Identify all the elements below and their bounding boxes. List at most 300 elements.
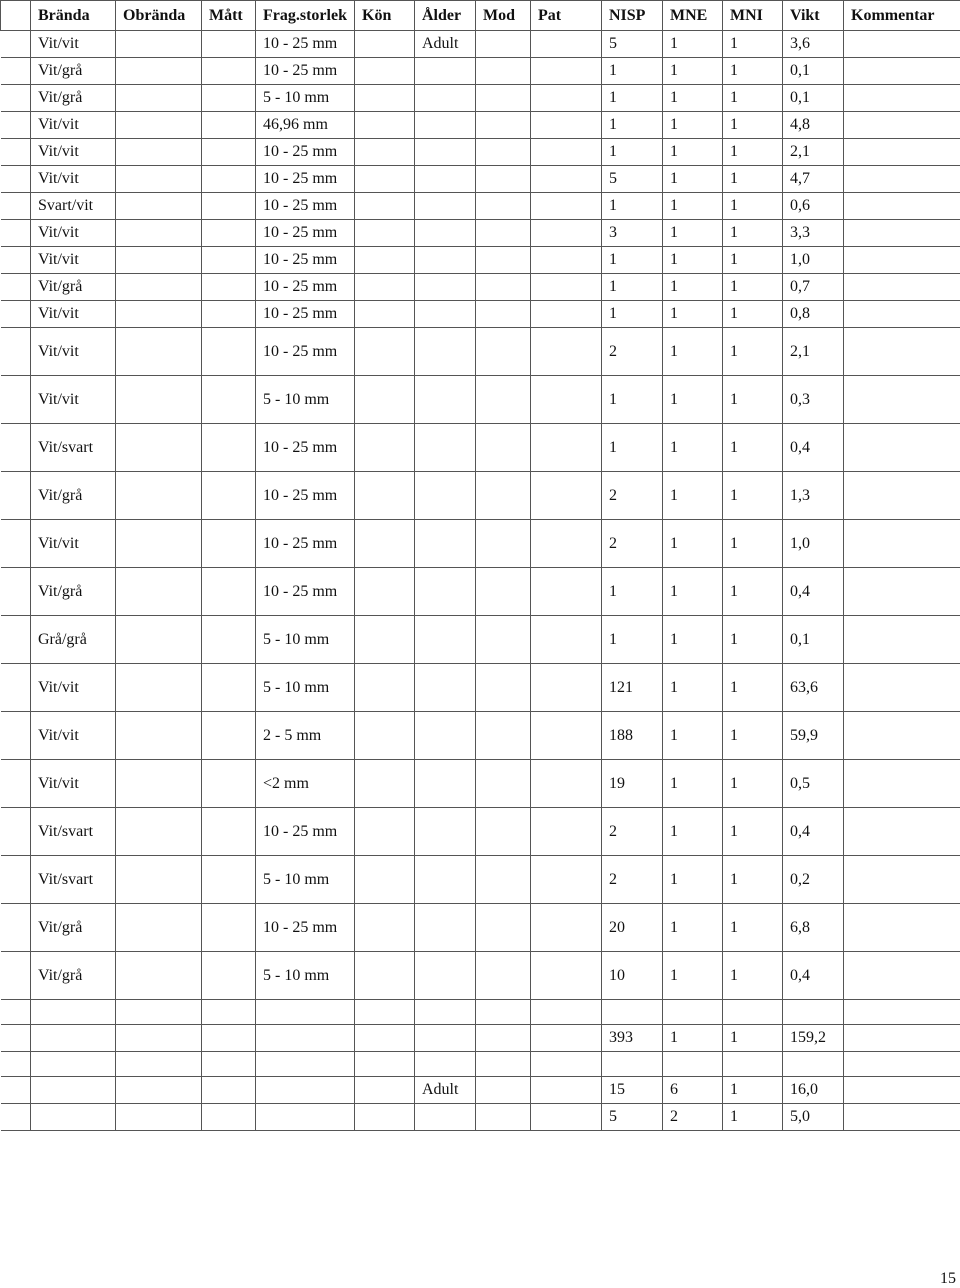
table-cell: 2 (602, 808, 663, 856)
table-cell: Vit/grå (31, 904, 116, 952)
table-cell (476, 760, 531, 808)
table-cell (116, 904, 202, 952)
table-cell (415, 1000, 476, 1025)
table-cell (202, 712, 256, 760)
table-cell (531, 274, 602, 301)
table-cell (415, 301, 476, 328)
table-cell: Vit/grå (31, 274, 116, 301)
table-cell: Vit/svart (31, 424, 116, 472)
table-cell (844, 139, 960, 166)
table-row (1, 139, 960, 166)
table-cell (723, 1052, 783, 1077)
table-cell: 10 - 25 mm (256, 166, 355, 193)
table-cell (844, 166, 960, 193)
table-cell (355, 376, 415, 424)
table-cell: 10 - 25 mm (256, 424, 355, 472)
table-cell: Adult (415, 1077, 476, 1104)
table-cell: 5,0 (783, 1104, 844, 1131)
table-cell (355, 904, 415, 952)
header-cell: Obrända (116, 1, 202, 31)
table-cell: Vit/grå (31, 952, 116, 1000)
table-cell: 10 - 25 mm (256, 568, 355, 616)
table-cell: 2 (602, 472, 663, 520)
table-cell (202, 328, 256, 376)
table-cell (116, 1077, 202, 1104)
table-cell (202, 616, 256, 664)
table-cell: 1 (663, 568, 723, 616)
table-cell (202, 808, 256, 856)
table-cell: Grå/grå (31, 616, 116, 664)
table-cell (355, 58, 415, 85)
table-cell: Vit/vit (31, 247, 116, 274)
table-cell: 0,1 (783, 85, 844, 112)
table-cell (1, 424, 31, 472)
table-cell (116, 376, 202, 424)
table-cell (355, 220, 415, 247)
table-cell (116, 520, 202, 568)
table-cell (844, 1104, 960, 1131)
table-cell (476, 712, 531, 760)
table-cell: 10 - 25 mm (256, 808, 355, 856)
table-cell (1, 904, 31, 952)
table-cell: Vit/vit (31, 112, 116, 139)
table-cell (844, 85, 960, 112)
table-cell (531, 520, 602, 568)
table-cell: 4,7 (783, 166, 844, 193)
table-cell: 0,1 (783, 58, 844, 85)
table-cell: 1 (723, 274, 783, 301)
table-cell: 5 - 10 mm (256, 952, 355, 1000)
table-cell (531, 1025, 602, 1052)
table-cell: 10 - 25 mm (256, 301, 355, 328)
table-cell: 1 (663, 376, 723, 424)
table-cell: 1 (663, 808, 723, 856)
table-row (1, 31, 960, 58)
table-cell (844, 808, 960, 856)
table-cell (663, 1052, 723, 1077)
table-cell (531, 616, 602, 664)
table-cell (202, 1077, 256, 1104)
table-cell (1, 247, 31, 274)
table-cell (531, 166, 602, 193)
table-row (1, 193, 960, 220)
table-cell (116, 328, 202, 376)
table-cell (844, 760, 960, 808)
table-cell (531, 904, 602, 952)
table-cell (531, 328, 602, 376)
table-cell: 1 (602, 376, 663, 424)
table-cell (116, 664, 202, 712)
table-cell: 6,8 (783, 904, 844, 952)
table-row (1, 1025, 960, 1052)
table-cell (1, 856, 31, 904)
table-cell (783, 1000, 844, 1025)
table-cell: Vit/svart (31, 856, 116, 904)
table-cell (844, 1052, 960, 1077)
header-cell: Kön (355, 1, 415, 31)
table-cell: 10 - 25 mm (256, 139, 355, 166)
table-cell: 1 (602, 301, 663, 328)
table-row (1, 472, 960, 520)
table-cell (531, 472, 602, 520)
table-cell (202, 85, 256, 112)
table-cell: 20 (602, 904, 663, 952)
table-cell (202, 472, 256, 520)
table-cell: 10 - 25 mm (256, 247, 355, 274)
table-cell (31, 1025, 116, 1052)
table-cell (844, 112, 960, 139)
table-cell (844, 520, 960, 568)
table-cell (355, 952, 415, 1000)
table-cell: Vit/vit (31, 712, 116, 760)
table-cell (844, 424, 960, 472)
table-cell (202, 760, 256, 808)
table-cell (1, 166, 31, 193)
table-cell: 1 (663, 112, 723, 139)
table-cell: 5 - 10 mm (256, 85, 355, 112)
table-cell (1, 664, 31, 712)
page-number: 15 (940, 1270, 956, 1287)
table-cell: 1 (723, 31, 783, 58)
table-cell (116, 139, 202, 166)
table-cell (415, 904, 476, 952)
table-cell (1, 139, 31, 166)
header-row (1, 1, 960, 31)
table-cell: 5 - 10 mm (256, 376, 355, 424)
table-cell (355, 664, 415, 712)
header-cell: Pat (531, 1, 602, 31)
table-cell (202, 193, 256, 220)
table-cell (476, 220, 531, 247)
header-cell: Kommentar (844, 1, 960, 31)
table-cell: 1 (723, 301, 783, 328)
table-cell (355, 85, 415, 112)
table-cell (476, 520, 531, 568)
table-cell: 10 - 25 mm (256, 520, 355, 568)
table-cell (1, 520, 31, 568)
table-cell (355, 1000, 415, 1025)
table-cell (355, 1104, 415, 1131)
table-cell (415, 376, 476, 424)
table-cell (844, 1025, 960, 1052)
table-cell (256, 1025, 355, 1052)
table-cell (355, 247, 415, 274)
table-cell (531, 856, 602, 904)
table-cell (116, 193, 202, 220)
table-cell (116, 1025, 202, 1052)
table-cell (116, 301, 202, 328)
table-cell (1, 472, 31, 520)
table-cell (415, 424, 476, 472)
table-cell (531, 1077, 602, 1104)
table-cell: 1 (723, 1104, 783, 1131)
table-cell (531, 1052, 602, 1077)
table-cell (476, 1077, 531, 1104)
table-cell (844, 328, 960, 376)
table-cell: 15 (602, 1077, 663, 1104)
table-cell: Vit/svart (31, 808, 116, 856)
table-cell (531, 247, 602, 274)
table-cell (844, 301, 960, 328)
table-cell (355, 760, 415, 808)
table-cell: 1 (663, 166, 723, 193)
table-cell (116, 220, 202, 247)
table-cell: 2,1 (783, 139, 844, 166)
table-cell (844, 856, 960, 904)
table-cell (415, 58, 476, 85)
table-cell (531, 712, 602, 760)
table-cell: Vit/vit (31, 520, 116, 568)
table-cell (202, 520, 256, 568)
table-cell (844, 616, 960, 664)
table-cell: 63,6 (783, 664, 844, 712)
table-cell: 3,3 (783, 220, 844, 247)
table-cell (1, 1104, 31, 1131)
table-cell (202, 166, 256, 193)
table-cell: Vit/vit (31, 139, 116, 166)
table-cell (476, 193, 531, 220)
table-cell: 1 (663, 664, 723, 712)
table-cell: 1 (723, 1025, 783, 1052)
table-cell (355, 193, 415, 220)
table-cell (415, 139, 476, 166)
table-cell: 2 (602, 856, 663, 904)
table-cell: 1 (663, 904, 723, 952)
table-cell: 4,8 (783, 112, 844, 139)
table-cell: Vit/grå (31, 472, 116, 520)
table-cell: 2 (602, 520, 663, 568)
table-cell (602, 1000, 663, 1025)
table-cell (602, 1052, 663, 1077)
table-cell (476, 808, 531, 856)
table-cell (476, 1025, 531, 1052)
table-cell: 121 (602, 664, 663, 712)
table-cell: 1 (723, 808, 783, 856)
table-row (1, 247, 960, 274)
table-cell (415, 1104, 476, 1131)
table-cell (1, 952, 31, 1000)
table-cell (415, 1052, 476, 1077)
table-cell (844, 220, 960, 247)
table-cell (1, 58, 31, 85)
table-cell: 1 (723, 616, 783, 664)
table-cell (415, 712, 476, 760)
table-cell: 1 (723, 664, 783, 712)
table-cell (202, 220, 256, 247)
table-cell: 5 (602, 166, 663, 193)
table-cell (415, 568, 476, 616)
table-row (1, 520, 960, 568)
table-cell (476, 616, 531, 664)
table-row (1, 904, 960, 952)
table-cell (355, 568, 415, 616)
table-cell (116, 952, 202, 1000)
table-cell (355, 1025, 415, 1052)
table-cell (355, 1077, 415, 1104)
table-cell: 1 (723, 712, 783, 760)
header-cell: Brända (31, 1, 116, 31)
table-row (1, 424, 960, 472)
table-cell (256, 1104, 355, 1131)
table-cell (415, 760, 476, 808)
table-cell (415, 856, 476, 904)
table-row (1, 616, 960, 664)
table-cell: 1 (663, 85, 723, 112)
table-cell (1, 1077, 31, 1104)
table-row (1, 1104, 960, 1131)
table-cell (415, 520, 476, 568)
table-cell (1, 301, 31, 328)
table-cell: 1 (723, 1077, 783, 1104)
table-cell (531, 58, 602, 85)
table-row (1, 166, 960, 193)
table-cell: Vit/vit (31, 301, 116, 328)
table-cell (31, 1052, 116, 1077)
table-row (1, 328, 960, 376)
table-cell: 1 (663, 247, 723, 274)
table-cell: 46,96 mm (256, 112, 355, 139)
table-cell (1, 1000, 31, 1025)
table-cell (844, 568, 960, 616)
table-cell: 1 (602, 193, 663, 220)
table-cell: 0,8 (783, 301, 844, 328)
table-cell (844, 904, 960, 952)
table-cell (476, 472, 531, 520)
table-cell (116, 1104, 202, 1131)
table-cell (531, 139, 602, 166)
table-row (1, 952, 960, 1000)
table-cell: 1 (663, 952, 723, 1000)
table-cell (202, 112, 256, 139)
table-cell (844, 712, 960, 760)
table-cell (476, 247, 531, 274)
table-cell (355, 112, 415, 139)
table-cell (202, 31, 256, 58)
table-cell: 1 (663, 616, 723, 664)
table-cell (415, 808, 476, 856)
table-cell: 1 (602, 274, 663, 301)
table-cell: 0,4 (783, 808, 844, 856)
table-cell (531, 568, 602, 616)
table-cell (531, 112, 602, 139)
table-cell: 1 (602, 139, 663, 166)
table-cell (355, 712, 415, 760)
table-cell (415, 85, 476, 112)
table-cell: 10 - 25 mm (256, 904, 355, 952)
table-cell: 1 (663, 301, 723, 328)
table-cell: 1 (723, 568, 783, 616)
table-cell: 1 (723, 952, 783, 1000)
table-cell (202, 856, 256, 904)
table-cell: 1 (723, 904, 783, 952)
table-cell: 1 (602, 424, 663, 472)
table-cell: 1 (723, 220, 783, 247)
table-cell (256, 1052, 355, 1077)
table-cell: Vit/vit (31, 328, 116, 376)
table-cell (415, 472, 476, 520)
table-cell: 1 (723, 85, 783, 112)
table-cell: Vit/vit (31, 760, 116, 808)
table-cell (116, 568, 202, 616)
table-cell (415, 616, 476, 664)
table-cell (116, 166, 202, 193)
table-cell (531, 1104, 602, 1131)
table-cell (531, 1000, 602, 1025)
table-cell: 1 (663, 1025, 723, 1052)
table-cell (476, 328, 531, 376)
table-cell (1, 1025, 31, 1052)
table-row (1, 712, 960, 760)
table-cell: 59,9 (783, 712, 844, 760)
table-cell: 1 (663, 760, 723, 808)
table-cell (202, 1025, 256, 1052)
table-cell (1, 193, 31, 220)
table-cell: 0,4 (783, 568, 844, 616)
table-cell (531, 301, 602, 328)
table-cell: 0,3 (783, 376, 844, 424)
table-cell: 1 (663, 274, 723, 301)
table-cell: 3 (602, 220, 663, 247)
table-cell (844, 31, 960, 58)
table-cell: 1 (663, 31, 723, 58)
table-cell: 188 (602, 712, 663, 760)
table-cell (476, 31, 531, 58)
table-cell (116, 31, 202, 58)
table-row (1, 664, 960, 712)
table-cell (415, 1025, 476, 1052)
table-cell (202, 139, 256, 166)
table-cell: 10 (602, 952, 663, 1000)
header-cell: MNI (723, 1, 783, 31)
table-cell (1, 808, 31, 856)
table-cell (355, 1052, 415, 1077)
table-cell (116, 1052, 202, 1077)
table-cell (1, 85, 31, 112)
table-cell: 1,0 (783, 520, 844, 568)
table-cell (116, 247, 202, 274)
table-cell (202, 568, 256, 616)
table-cell: 1 (723, 247, 783, 274)
table-cell: 2 (663, 1104, 723, 1131)
table-cell (202, 274, 256, 301)
table-row (1, 376, 960, 424)
table-cell (116, 274, 202, 301)
table-cell (202, 301, 256, 328)
table-cell (476, 166, 531, 193)
header-cell: Mått (202, 1, 256, 31)
table-cell: 1 (723, 424, 783, 472)
table-cell (844, 472, 960, 520)
table-cell (355, 472, 415, 520)
table-cell: Vit/vit (31, 31, 116, 58)
table-cell (844, 664, 960, 712)
table-cell (476, 112, 531, 139)
table-cell (202, 664, 256, 712)
table-body (1, 31, 960, 1131)
table-cell: 0,7 (783, 274, 844, 301)
table-cell (476, 952, 531, 1000)
table-cell (476, 904, 531, 952)
table-cell (1, 274, 31, 301)
table-row (1, 112, 960, 139)
table-cell (531, 85, 602, 112)
table-cell (202, 376, 256, 424)
table-row (1, 1000, 960, 1025)
table-cell (31, 1000, 116, 1025)
table-cell: 1 (723, 166, 783, 193)
table-cell (415, 664, 476, 712)
table-cell (1, 1052, 31, 1077)
